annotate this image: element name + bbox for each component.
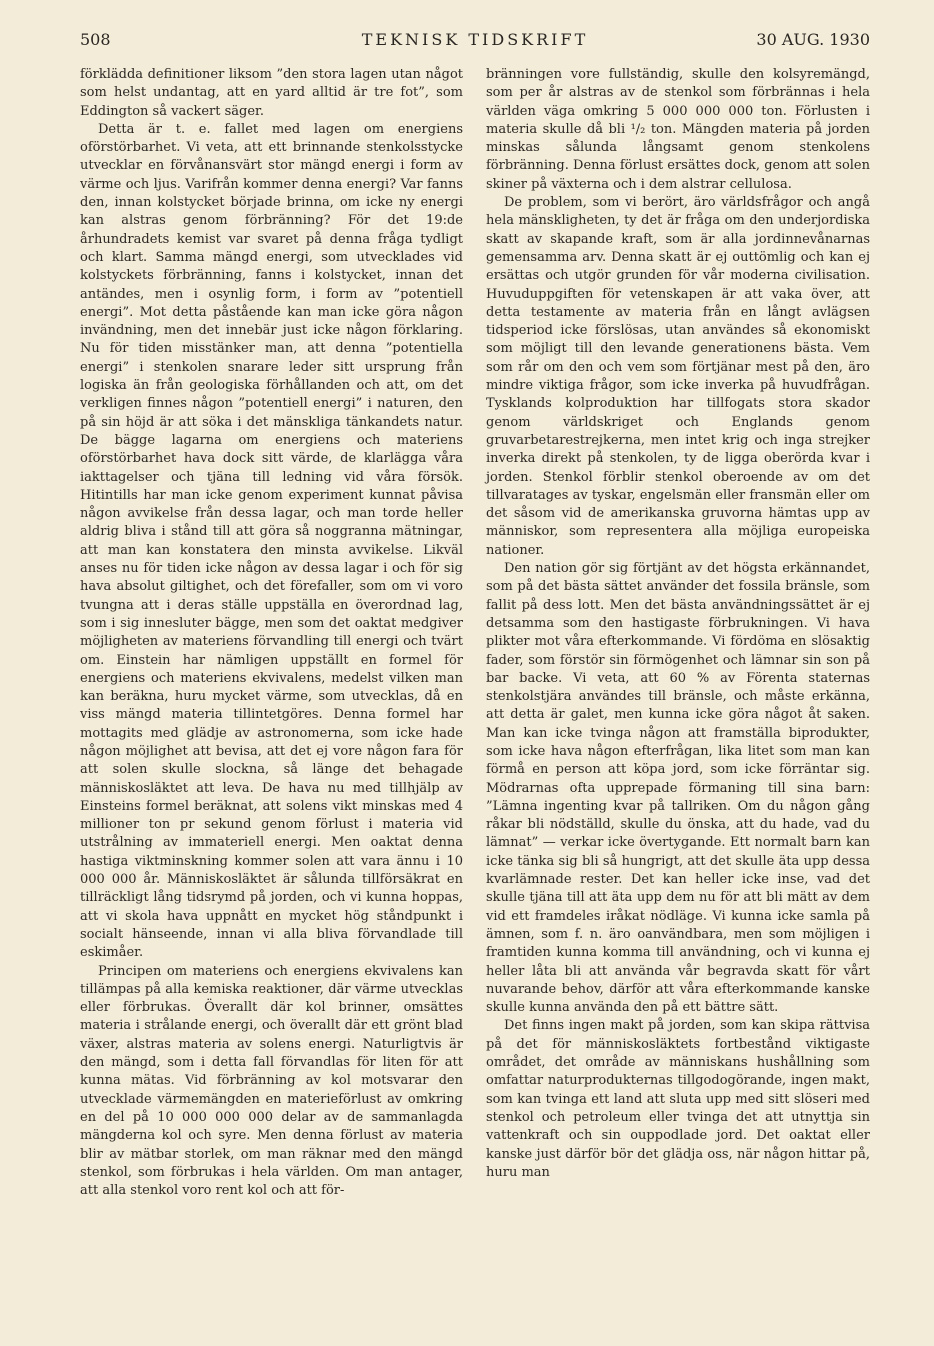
paragraph: Detta är t. e. fallet med lagen om energiens oförstörbarhet. Vi veta, att ett brinnande stenkolsstycke utvecklar en förvånansvärt stor mängd energi i form av värme och ljus. Varifrån kommer denna energi? Var fanns den, innan kolstycket började brinna, om icke ny energi kan alstras genom förbränning? För det 19:de århundradets kemist var svaret på denna fråga tydligt och klart. Samma mängd energi, som utvecklades vid kolstyckets förbränning, fanns i kolstycket, innan det antändes, men i osynlig form, i form av ”potentiell energi”. Mot detta påstående kan man icke göra någon invändning, men det innebär just icke någon förklaring. Nu för tiden misstänker man, att denna ”potentiella energi” i stenkolen snarare leder sitt ursprung från logiska än från geologiska förhållanden och att, om det verkligen finnes någon ”potentiell energi” i naturen, den på sin höjd är att söka i det mänskliga tänkandets natur. De bägge lagarna om energiens och materiens oförstörbarhet hava dock sitt värde, de klarlägga våra iakttagelser och tjäna till ledning vid våra försök. Hitintills har man icke genom experiment kunnat påvisa någon avvikelse från dessa lagar, och man torde heller aldrig bliva i stånd till att göra så noggranna mätningar, att man kan konstatera den minsta avvikelse. Likväl anses nu för tiden icke någon av dessa lagar i och för sig hava absolut giltighet, och det förefaller, som om vi voro tvungna att i deras ställe uppställa en överordnad lag, som i sig innesluter bägge, men som det oaktat medgiver möjligheten av materiens förvandling till energi och tvärt om. Einstein har nämligen uppställt en formel för energiens och materiens ekvivalens, medelst vilken man kan beräkna, huru mycket värme, som utvecklas, då en viss mängd materia tillintetgöres. Denna formel har mottagits med glädje av astronomerna, som icke hade någon möjlighet att bevisa, att det ej vore någon fara för att solen skulle slockna, så länge det behagade människosläktet att leva. De hava nu med tillhjälp av Einsteins formel beräknat, att solens vikt minskas med 4 millioner ton pr sekund genom förlust i materia vid utstrålning av immateriell energi. Men oaktat denna hastiga viktminskning kommer solen att vara ännu i 10 000 000 år. Människosläktet är sålunda tillförsäkrat en tillräckligt lång tidsrymd på jorden, och vi kunna hoppas, att vi skola hava uppnått en mycket hög ståndpunkt i socialt hänseende, innan vi alla bliva förvandlade till eskimåer.	[80, 121, 463, 961]
left-column	[80, 66, 463, 1200]
paragraph: Den nation gör sig förtjänt av det högsta erkännandet, som på det bästa sättet använder det fossila bränsle, som fallit på dess lott. Men det bästa användningssättet är ej detsamma som den hastigaste förbrukningen. Vi hava plikter mot våra efterkommande. Vi fördöma en slösaktig fader, som förstör sin förmögenhet och lämnar sin son på bar backe. Vi veta, att 60 % av Förenta staternas stenkolstjära användes till bränsle, och måste erkänna, att detta är galet, men kunna icke göra något åt saken. Man kan icke tvinga någon att framställa biprodukter, som icke hava någon efterfrågan, lika litet som man kan förmå en person att köpa jord, som icke förräntar sig. Mödrarnas ofta upprepade förmaning till sina barn: ”Lämna ingenting kvar på tallriken. Om du någon gång råkar bli nödställd, skulle du önska, att du hade, vad du lämnat” — verkar icke övertygande. Ett normalt barn kan icke tänka sig bli så hungrigt, att det skulle äta upp dessa kvarlämnade rester. Det kan heller icke inse, vad det skulle tjäna till att äta upp dem nu för att bli mätt av dem vid ett framdeles iråkat nödläge. Vi kunna icke samla på ämnen, som f. n. äro oanvändbara, men som möjligen i framtiden kunna komma till användning, och vi kunna ej heller låta bli att använda vår begravda skatt för vårt nuvarande behov, därför att våra efterkommande kanske skulle kunna använda den på ett bättre sätt.	[486, 561, 870, 1016]
paragraph: Det finns ingen makt på jorden, som kan skipa rättvisa på det för människosläktets fortbestånd viktigaste området, det område av människans hushållning som omfattar naturprodukternas tillgodogörande, ingen makt, som kan tvinga ett land att sluta upp med sitt slöseri med stenkol och petroleum eller tvinga det att utnyttja sin vattenkraft och sin ouppodlade jord. Det oaktat eller kanske just därför bör det glädja oss, när någon hittar på, huru man	[486, 1018, 870, 1180]
paragraph: De problem, som vi berört, äro världsfrågor och angå hela mänskligheten, ty det är fråga om den underjordiska skatt av skapande kraft, som är alla jordinnevånarnas gemensamma arv. Denna skatt är ej outtömlig och kan ej ersättas och utgör grunden för vår moderna civilisation. Huvuduppgiften för vetenskapen är att vaka över, att detta testamente av materia från en långt avlägsen tidsperiod icke förslösas, utan användes så ekonomiskt som möjligt till den levande generationens bästa. Vem som rår om den och vem som förtjänar mest på den, äro mindre viktiga frågor, som icke inverka på huvudfrågan. Tysklands kolproduktion har tillfogats stora skador genom världskriget och Englands genom gruvarbetarestrejkerna, men intet krig och inga strejker inverka direkt på stenkolen, ty de ligga oberörda kvar i jorden. Stenkol förblir stenkol oberoende av om det tillvaratages av tyskar, engelsmän eller fransmän eller om det såsom vid de amerikanska gruvorna hämtas upp av människor, som representera alla möjliga europeiska nationer.	[486, 195, 870, 558]
journal-title: TEKNISK TIDSKRIFT	[361, 30, 589, 49]
right-column	[486, 66, 870, 1182]
paragraph: bränningen vore fullständig, skulle den kolsyremängd, som per år alstras av de stenkol som förbrännas i hela världen väga omkring 5 000 000 000 ton. Förlusten i materia skulle då bli ¹/₂ ton. Mängden materia på jorden minskas sålunda långsamt genom stenkolens förbränning. Denna förlust ersättes dock, genom att solen skiner på växterna och i dem alstrar cellulosa.	[486, 67, 870, 192]
issue-date: 30 AUG. 1930	[756, 30, 870, 49]
paragraph: förklädda definitioner liksom ”den stora lagen utan något som helst undantag, att en yard alltid är tre fot”, som Eddington så vackert säger.	[80, 67, 463, 119]
page-number: 508	[80, 30, 111, 49]
page-header	[80, 28, 870, 54]
paragraph: Principen om materiens och energiens ekvivalens kan tillämpas på alla kemiska reaktioner, där värme utvecklas eller förbrukas. Överallt där kol brinner, omsättes materia i strålande energi, och överallt där ett grönt blad växer, alstras materia av solens energi. Naturligtvis är den mängd, som i detta fall förvandlas för liten för att kunna mätas. Vid förbränning av kol motsvarar den utvecklade värmemängden en materieförlust av omkring en del på 10 000 000 000 delar av de sammanlagda mängderna kol och syre. Men denna förlust av materia blir av mätbar storlek, om man räknar med den mängd stenkol, som förbrukas i hela världen. Om man antager, att alla stenkol voro rent kol och att för-	[80, 963, 463, 1199]
